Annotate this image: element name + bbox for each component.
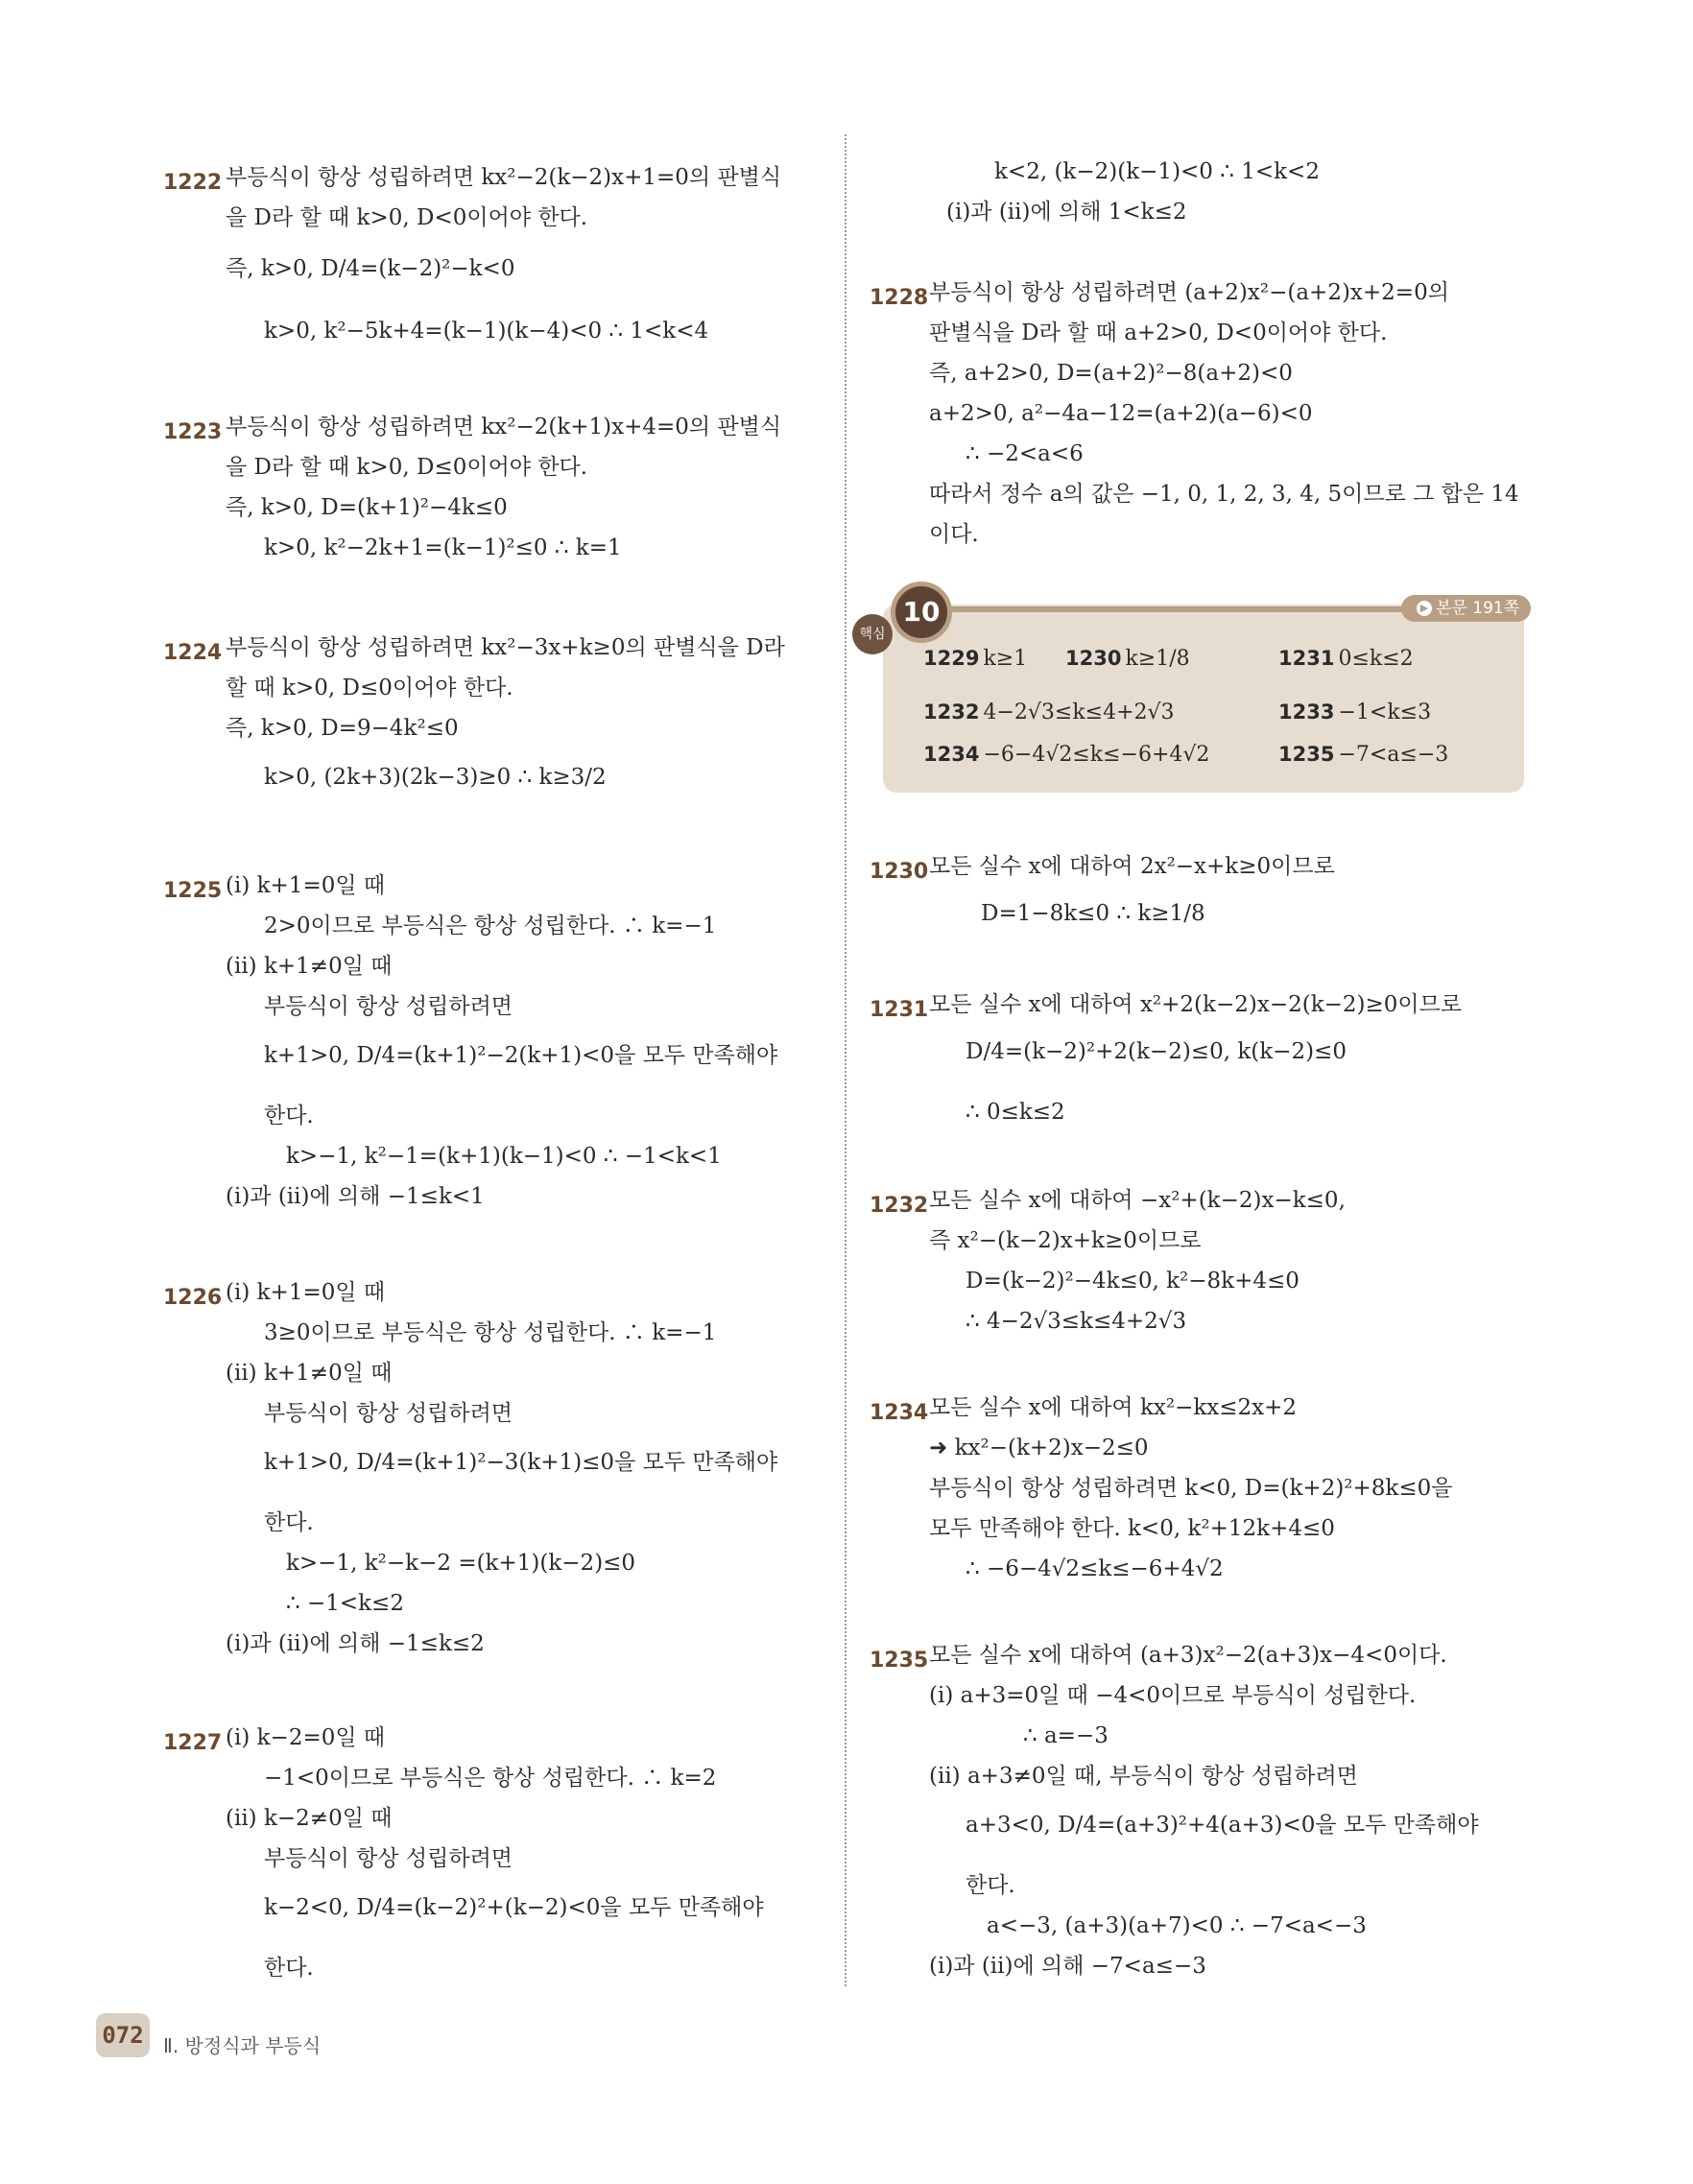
solution-line: (ii) a+3≠0일 때, 부등식이 항상 성립하려면: [929, 1764, 1358, 1789]
solution-line: 3≥0이므로 부등식은 항상 성립한다. ∴ k=−1: [264, 1320, 717, 1345]
solution-line: k>0, k²−2k+1=(k−1)²≤0 ∴ k=1: [264, 535, 622, 560]
problem-number: 1234: [870, 1401, 929, 1425]
answer-value: 4−2√3≤k≤4+2√3: [983, 700, 1175, 724]
solution-line: 한다.: [264, 1956, 314, 1981]
answer-value: k≥1/8: [1125, 647, 1190, 671]
solution-line: 판별식을 D라 할 때 a+2>0, D<0이어야 한다.: [929, 320, 1388, 345]
problem-number: 1231: [870, 998, 929, 1022]
solution-line: k<2, (k−2)(k−1)<0 ∴ 1<k<2: [994, 159, 1320, 184]
solution-line: ∴ −2<a<6: [966, 441, 1084, 466]
page-reference-label: 본문 191쪽: [1436, 599, 1520, 618]
problem-number: 1222: [163, 171, 223, 195]
solution-line: D=1−8k≤0 ∴ k≥1/8: [981, 901, 1205, 926]
solution-line: (i)과 (ii)에 의해 1<k≤2: [946, 200, 1187, 225]
solution-line: a+3<0, D/4=(a+3)²+4(a+3)<0을 모두 만족해야: [966, 1813, 1479, 1838]
solution-line: (i) a+3=0일 때 −4<0이므로 부등식이 성립한다.: [929, 1683, 1417, 1708]
solution-line: 을 D라 할 때 k>0, D≤0이어야 한다.: [226, 455, 588, 480]
page-number: 072: [96, 2013, 150, 2057]
problem-number: 1226: [163, 1286, 223, 1310]
core-number-badge: 10: [891, 582, 952, 643]
column-divider: [845, 134, 846, 1986]
solution-line: ➜ kx²−(k+2)x−2≤0: [929, 1436, 1149, 1460]
solution-line: 부등식이 항상 성립하려면: [264, 1846, 513, 1871]
problem-number: 1223: [163, 420, 223, 444]
solution-line: 부등식이 항상 성립하려면: [264, 1401, 513, 1426]
solution-line: 한다.: [966, 1873, 1015, 1898]
solution-line: ∴ −1<k≤2: [286, 1591, 404, 1616]
solution-line: (i) k−2=0일 때: [226, 1725, 386, 1750]
solution-line: (i) k+1=0일 때: [226, 873, 386, 898]
solution-line: 한다.: [264, 1510, 314, 1535]
answer-value: −6−4√2≤k≤−6+4√2: [983, 743, 1210, 767]
solution-line: (i)과 (ii)에 의해 −1≤k<1: [226, 1184, 485, 1209]
solution-line: k>0, k²−5k+4=(k−1)(k−4)<0 ∴ 1<k<4: [264, 319, 709, 344]
solution-line: ∴ −6−4√2≤k≤−6+4√2: [966, 1556, 1224, 1581]
answer-1233: [1278, 700, 1431, 724]
solution-line: 부등식이 항상 성립하려면 kx²−2(k−2)x+1=0의 판별식: [226, 165, 782, 190]
solution-line: 할 때 k>0, D≤0이어야 한다.: [226, 676, 513, 700]
solution-line: a+2>0, a²−4a−12=(a+2)(a−6)<0: [929, 401, 1313, 426]
solution-line: −1<0이므로 부등식은 항상 성립한다. ∴ k=2: [264, 1766, 717, 1791]
solution-line: 즉, k>0, D=9−4k²≤0: [226, 716, 459, 741]
solution-line: 이다.: [929, 522, 979, 547]
solution-line: (i)과 (ii)에 의해 −7<a≤−3: [929, 1954, 1206, 1979]
core-answer-box: [883, 605, 1524, 793]
problem-number: 1235: [870, 1649, 929, 1673]
answer-1230: [1065, 647, 1190, 671]
answer-number: 1235: [1278, 743, 1335, 766]
problem-number: 1230: [870, 860, 929, 884]
answer-1229: [923, 647, 1027, 671]
answer-1232: [923, 700, 1175, 724]
solution-line: D/4=(k−2)²+2(k−2)≤0, k(k−2)≤0: [966, 1039, 1347, 1064]
page-reference: [1401, 595, 1531, 622]
solution-line: (i) k+1=0일 때: [226, 1280, 386, 1305]
problem-number: 1225: [163, 879, 223, 903]
solution-line: k>0, (2k+3)(2k−3)≥0 ∴ k≥3/2: [264, 765, 607, 790]
problem-number: 1227: [163, 1731, 223, 1755]
answer-value: −7<a≤−3: [1338, 743, 1449, 767]
solution-line: 부등식이 항상 성립하려면 k<0, D=(k+2)²+8k≤0을: [929, 1476, 1453, 1501]
solution-line: 모든 실수 x에 대하여 kx²−kx≤2x+2: [929, 1395, 1298, 1420]
solution-line: (i)과 (ii)에 의해 −1≤k≤2: [226, 1631, 485, 1656]
solution-line: k>−1, k²−k−2 =(k+1)(k−2)≤0: [286, 1551, 636, 1576]
answer-number: 1232: [923, 700, 980, 724]
solution-line: 부등식이 항상 성립하려면 kx²−3x+k≥0의 판별식을 D라: [226, 635, 785, 660]
solution-line: 즉 x²−(k−2)x+k≥0이므로: [929, 1228, 1202, 1253]
core-tag: 핵심: [852, 614, 893, 654]
answer-1234: [923, 743, 1209, 767]
solution-line: ∴ 0≤k≤2: [966, 1100, 1065, 1125]
problem-number: 1228: [870, 286, 929, 310]
solution-line: 모든 실수 x에 대하여 −x²+(k−2)x−k≤0,: [929, 1188, 1346, 1213]
solution-line: 따라서 정수 a의 값은 −1, 0, 1, 2, 3, 4, 5이므로 그 합은 14: [929, 482, 1519, 507]
answer-value: 0≤k≤2: [1338, 647, 1414, 671]
solution-line: D=(k−2)²−4k≤0, k²−8k+4≤0: [966, 1269, 1300, 1294]
answer-number: 1229: [923, 647, 980, 670]
answer-1235: [1278, 743, 1448, 767]
solution-line: 즉, a+2>0, D=(a+2)²−8(a+2)<0: [929, 361, 1293, 386]
answer-number: 1230: [1065, 647, 1122, 670]
solution-line: k>−1, k²−1=(k+1)(k−1)<0 ∴ −1<k<1: [286, 1144, 722, 1169]
arrow-icon: ▶: [1417, 601, 1432, 616]
answer-number: 1233: [1278, 700, 1335, 724]
solution-line: 부등식이 항상 성립하려면 (a+2)x²−(a+2)x+2=0의: [929, 280, 1449, 305]
solution-line: (ii) k+1≠0일 때: [226, 1361, 393, 1386]
solution-line: 부등식이 항상 성립하려면 kx²−2(k+1)x+4=0의 판별식: [226, 415, 782, 439]
solution-line: 모든 실수 x에 대하여 (a+3)x²−2(a+3)x−4<0이다.: [929, 1643, 1447, 1668]
solution-line: 모두 만족해야 한다. k<0, k²+12k+4≤0: [929, 1516, 1335, 1541]
solution-line: 한다.: [264, 1104, 314, 1128]
solution-line: 2>0이므로 부등식은 항상 성립한다. ∴ k=−1: [264, 914, 717, 938]
solution-line: (ii) k+1≠0일 때: [226, 954, 393, 979]
solution-line: (ii) k−2≠0일 때: [226, 1806, 393, 1831]
chapter-title: Ⅱ. 방정식과 부등식: [163, 2034, 322, 2057]
solution-line: k−2<0, D/4=(k−2)²+(k−2)<0을 모두 만족해야: [264, 1895, 764, 1920]
solution-line: 모든 실수 x에 대하여 2x²−x+k≥0이므로: [929, 854, 1335, 879]
problem-number: 1224: [163, 641, 223, 665]
solution-line: 즉, k>0, D=(k+1)²−4k≤0: [226, 495, 508, 520]
answer-number: 1231: [1278, 647, 1335, 670]
solution-line: ∴ 4−2√3≤k≤4+2√3: [966, 1309, 1187, 1334]
solution-line: ∴ a=−3: [1023, 1723, 1109, 1748]
solution-line: 부등식이 항상 성립하려면: [264, 994, 513, 1019]
problem-number: 1232: [870, 1194, 929, 1218]
solution-line: k+1>0, D/4=(k+1)²−2(k+1)<0을 모두 만족해야: [264, 1043, 778, 1068]
answer-value: −1<k≤3: [1338, 700, 1432, 724]
solution-line: 을 D라 할 때 k>0, D<0이어야 한다.: [226, 205, 588, 230]
answer-value: k≥1: [983, 647, 1028, 671]
solution-line: 즉, k>0, D/4=(k−2)²−k<0: [226, 256, 515, 281]
solution-line: 모든 실수 x에 대하여 x²+2(k−2)x−2(k−2)≥0이므로: [929, 992, 1463, 1017]
answer-1231: [1278, 647, 1414, 671]
solution-line: k+1>0, D/4=(k+1)²−3(k+1)≤0을 모두 만족해야: [264, 1450, 778, 1475]
answer-number: 1234: [923, 743, 980, 766]
solution-line: a<−3, (a+3)(a+7)<0 ∴ −7<a<−3: [987, 1913, 1367, 1938]
